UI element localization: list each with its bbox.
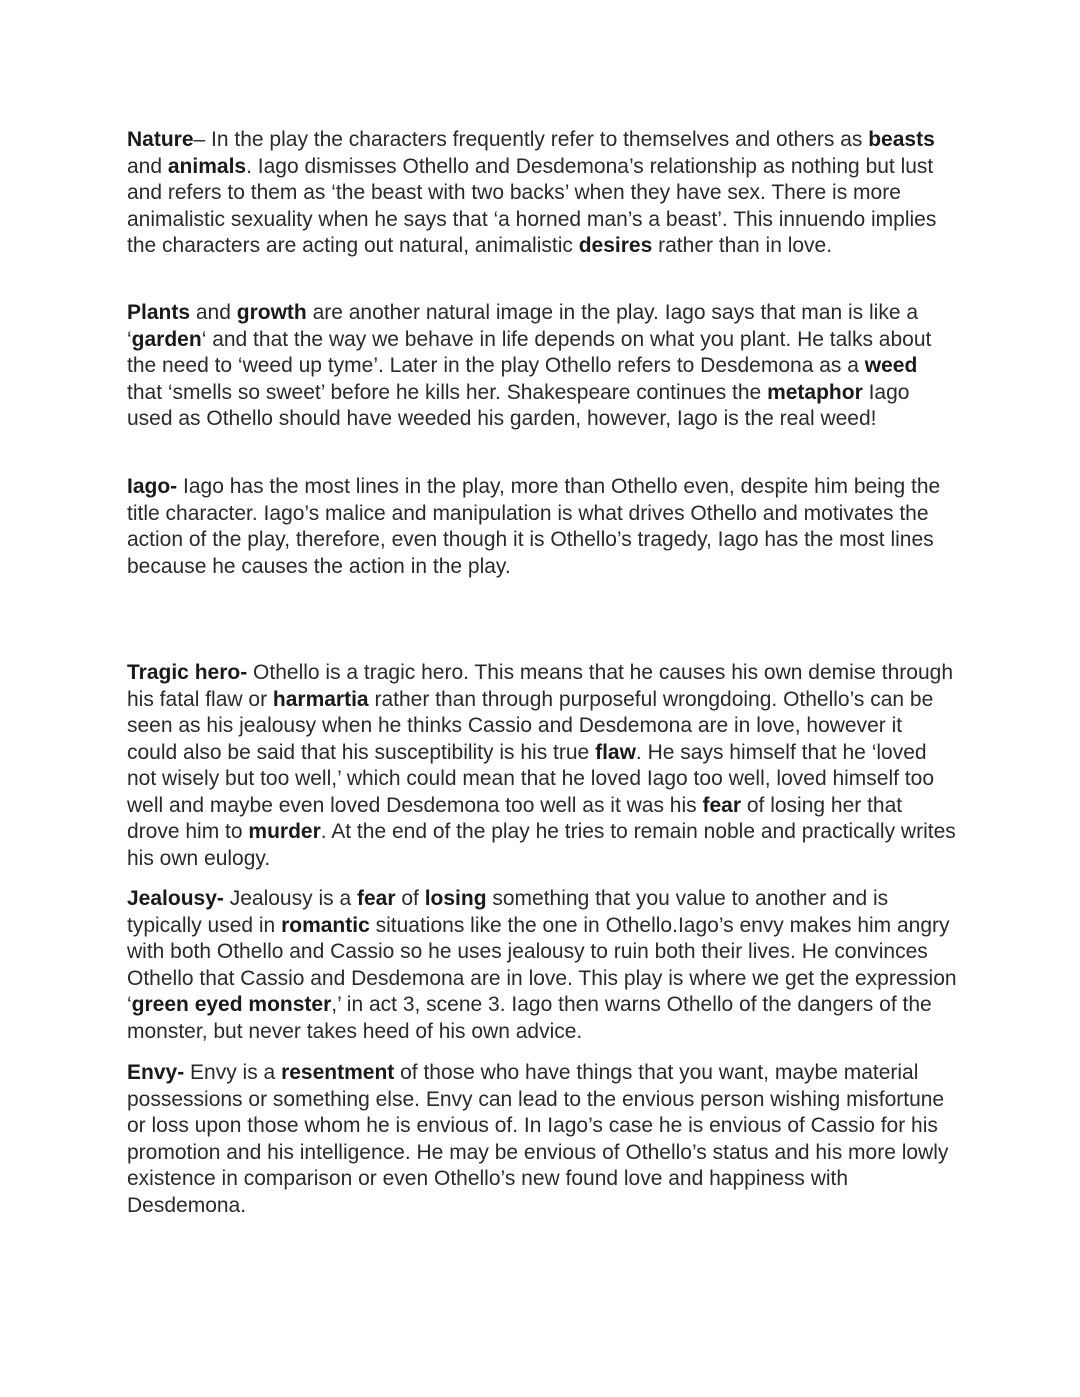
text-run: of [395, 887, 425, 910]
text-run: . Iago dismisses Othello and Desdemona’s relationship as nothing but lust and refers to them as ‘the beast with two backs’ when they have sex. There is more animalistic sexuality when he says that ‘a horned man’s a beast’. This innuendo implies the characters are acting out natural, animalistic [127, 154, 937, 257]
bold-term: weed [864, 354, 918, 377]
text-run: ‘ and that the way we behave in life depends on what you plant. He talks about the need to ‘weed up tyme’. Later in the play Othello refers to Desdemona as a [127, 327, 932, 377]
bold-term: garden [131, 327, 202, 351]
text-run: and [127, 154, 168, 178]
paragraph-jealousy [127, 886, 957, 1045]
text-run: of losing her that drove him to [127, 793, 903, 843]
text-run: of those who have things that you want, maybe material possessions or something else. Envy can lead to the envious person wishing misfortune or loss upon those whom he is envious of. In Iago’s case he is envious of Cassio for his promotion and his intelligence. He may be envious of Othello’s status and his more lowly existence in comparison or even Othello’s new found love and happiness with Desdemona. [127, 1061, 949, 1217]
bold-term: harmartia [272, 687, 369, 711]
bold-term: Envy- [127, 1061, 185, 1084]
bold-term: growth [236, 301, 307, 324]
paragraph-tragic-hero [127, 660, 957, 872]
text-run: Jealousy is a [223, 887, 357, 910]
bold-term: Nature [127, 128, 194, 151]
bold-term: Tragic hero- [127, 661, 248, 684]
bold-term: resentment [281, 1061, 395, 1084]
text-run: Iago has the most lines in the play, more than Othello even, despite him being the title character. Iago’s malice and manipulation is what drives Othello and motivates the action of the play, therefore, even though it is Othello’s tragedy, Iago has the most lines because he causes the action in the play. [127, 475, 941, 578]
bold-term: murder [248, 820, 321, 843]
text-run: are another natural image in the play. Iago says that man is like a ‘ [127, 301, 919, 351]
bold-term: desires [578, 234, 653, 257]
text-run: Envy is a [184, 1061, 282, 1084]
bold-term: Plants [127, 301, 191, 324]
bold-term: beasts [868, 128, 935, 151]
text-run: ,’ in act 3, scene 3. Iago then warns Othello of the dangers of the monster, but never takes heed of his own advice. [127, 993, 932, 1043]
paragraph-envy [127, 1060, 957, 1219]
paragraph-nature [127, 127, 957, 260]
bold-term: romantic [281, 913, 370, 937]
paragraph-plants [127, 300, 957, 433]
text-run: Othello is a tragic hero. This means that he causes his own demise through his fatal flaw or [127, 661, 954, 711]
bold-term: fear [356, 887, 396, 910]
bold-term: metaphor [767, 380, 863, 404]
bold-term: Jealousy- [127, 887, 224, 910]
text-run: – In the play the characters frequently refer to themselves and others as [193, 128, 869, 151]
text-run: rather than in love. [652, 234, 833, 257]
text-run: . He says himself that he ‘loved not wisely but too well,’ which could mean that he loved Iago too well, loved himself too well and maybe even loved Desdemona too well as it was his [127, 740, 935, 817]
text-run: and [190, 301, 237, 324]
bold-term: animals [167, 154, 247, 178]
bold-term: flaw [595, 740, 636, 764]
text-run: rather than through purposeful wrongdoing. Othello’s can be seen as his jealousy when he thinks Cassio and Desdemona are in love, however it could also be said that his susceptibility is his true [127, 687, 934, 764]
bold-term: green eyed monster [131, 993, 332, 1016]
bold-term: Iago- [127, 475, 178, 498]
bold-term: losing [424, 887, 487, 910]
text-run: . At the end of the play he tries to remain noble and practically writes his own eulogy. [127, 820, 956, 870]
text-run: something that you value to another and is typically used in [127, 887, 889, 937]
text-run: that ‘smells so sweet’ before he kills her. Shakespeare continues the [127, 380, 768, 404]
text-run: situations like the one in Othello.Iago’s envy makes him angry with both Othello and Cassio so he uses jealousy to ruin both their lives. He convinces Othello that Cassio and Desdemona are in love. This play is where we get the expression ‘ [127, 913, 957, 1016]
text-run: Iago used as Othello should have weeded his garden, however, Iago is the real weed! [127, 380, 910, 430]
bold-term: fear [702, 793, 742, 817]
paragraph-iago [127, 474, 957, 580]
